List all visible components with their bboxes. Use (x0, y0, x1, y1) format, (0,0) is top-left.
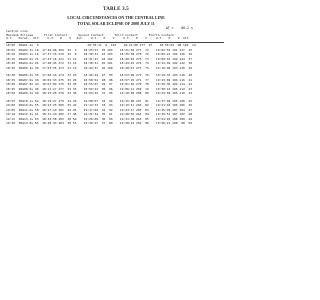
table-row: 19:20 00m13.8s 65 18:38:43 284 39 53 19:30:47 37 89 19:38:23 262 86 19:58:21 108 98 50 (6, 121, 193, 125)
table-row: 18:45 00m08.5s 46 18:11:17 277 33 33 18:59:24 30 96 19:06:11 269 79 19:30:15 105 112 43 (6, 86, 193, 91)
header-line3: U.T. Durat. Alt. U.T. P V Alt. U.T. P V U.T. P V U.T. P V Alt. (6, 36, 191, 41)
table-row: 18:15 00m03.9s 21 17:43:16 271 31 12 18:31:47 24 102 18:40:02 275 73 19:09:31 102 124 37 (6, 56, 193, 61)
table-row: 18:10 00m03.1s 16 17:37:15 270 32 8 18:30:31 23 103 18:35:38 276 72 19:06:21 102 126 36 (6, 52, 193, 56)
header-line1: Central Line (6, 29, 28, 33)
table-row: 18:20 00m04.6s 26 17:48:45 272 31 16 18:38:31 25 101 18:44:25 274 74 19:12:49 102 122 38 (6, 61, 193, 65)
delta-t-value: ΔT = 66.2 s (166, 26, 193, 30)
table-row: 18:55 00m10.1s 52 18:19:27 279 34 39 19:08:07 32 94 19:15:08 267 81 19:37:49 106 108 45 (6, 98, 193, 103)
table-row: 18:50 00m09.3s 49 18:15:25 278 33 36 19:03:44 31 95 19:10:38 268 80 19:33:59 105 110 44 (6, 91, 193, 95)
table-row: 19:00 00m10.8s 55 18:23:25 280 35 42 19:12:33 33 93 19:19:41 266 82 19:41:44 106 106 46 (6, 103, 193, 107)
table-title-line1: LOCAL CIRCUMSTANCES ON THE CENTRAL LINE (67, 15, 165, 20)
table-row: 18:00 00m01.4s 0 - - - - 18:35:11 0 103 18:21:08 277 97 18:56:04 98 129 34 (6, 43, 196, 47)
header-line2: Maximum Eclipse First Contact Second Contact Third Contact Fourth Contact (6, 32, 174, 37)
table-row: 19:15 00m13.1s 63 18:34:58 283 38 50 19:26:09 36 90 19:33:38 263 85 19:54:03 108 100 49 (6, 116, 193, 121)
table-row: 19:05 00m11.6s 58 18:27:19 281 36 45 19:17:02 34 92 19:24:17 265 83 19:45:45 107 104 47 (6, 107, 193, 112)
table-row: 18:25 00m05.4s 30 17:53:35 273 31 19 18:42:37 26 100 18:48:53 273 75 19:16:09 103 120 39 (6, 65, 193, 70)
table-title-block (0, 7, 232, 26)
table-row: 18:30 00m06.2s 35 17:58:14 274 31 23 18:46:44 27 99 18:53:09 272 76 19:19:33 103 118 40 (6, 73, 193, 77)
table-body (6, 43, 196, 126)
table-row: 18:05 00m02.3s 10 17:29:06 269 35 3 18:25:53 25 103 18:31:56 277 73 19:02:55 101 127 35 (6, 47, 193, 52)
table-number: TABLE 3.5 (103, 7, 129, 12)
table-row: 18:35 00m07.0s 39 18:02:43 275 32 26 18:50:54 28 98 18:57:25 271 77 19:23:02 104 116 41 (6, 77, 193, 82)
table-row: 18:40 00m07.8s 43 18:07:04 276 32 30 18:55:07 29 97 19:01:48 270 78 19:26:36 104 114 42 (6, 82, 193, 86)
table-title-line2: TOTAL SOLAR ECLIPSE OF 2008 JULY 11 (77, 20, 155, 26)
table-row: 19:10 00m12.3s 61 18:31:10 282 37 48 19:21:34 35 91 19:28:56 264 84 19:49:51 107 102 48 (6, 112, 193, 116)
